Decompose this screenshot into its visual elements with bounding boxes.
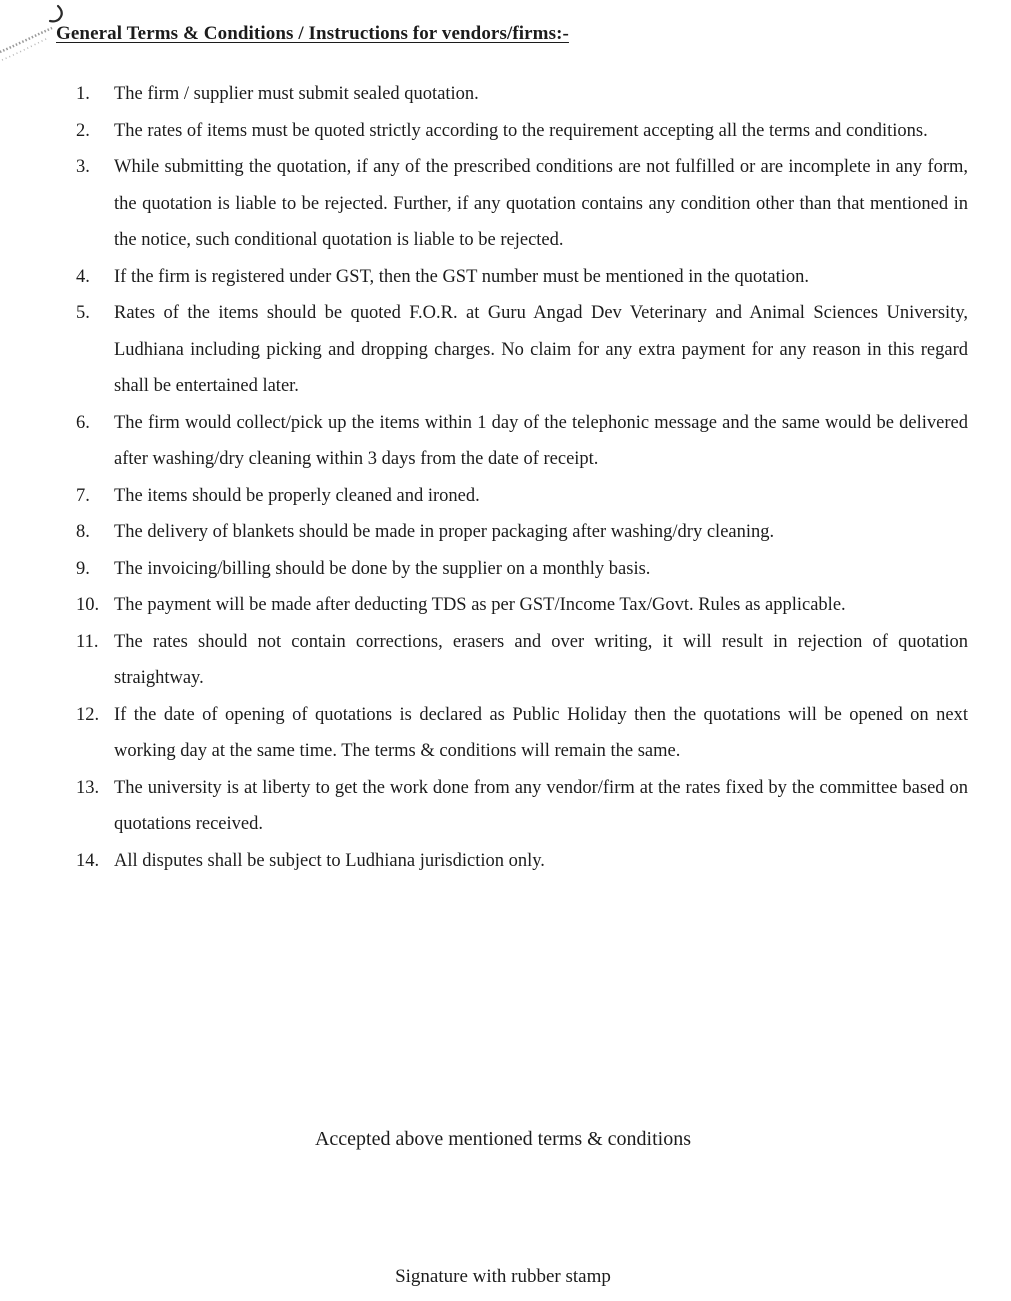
terms-list [76,76,968,879]
term-item [76,259,968,296]
term-text: Rates of the items should be quoted F.O.R. at Guru Angad Dev Veterinary and Animal Sciences University, Ludhiana including picking and dropping charges. No claim for any extra payment for any reason in this regard shall be entertained later. [114,303,968,396]
term-number: 3. [76,157,90,177]
term-number: 14. [76,850,100,871]
term-text: The delivery of blankets should be made in proper packaging after washing/dry cleaning. [114,522,775,542]
term-item [76,624,968,697]
term-text: The rates should not contain corrections, erasers and over writing, it will result in rejection of quotation straightway. [114,631,968,688]
term-number: 7. [76,485,90,506]
term-number: 5. [76,303,90,323]
term-text: The payment will be made after deducting TDS as per GST/Income Tax/Govt. Rules as applicable. [114,595,846,615]
term-item [76,76,968,113]
term-item [76,514,968,551]
term-text: The rates of items must be quoted strictly according to the requirement accepting all the terms and conditions. [114,120,928,141]
term-text: The firm would collect/pick up the items within 1 day of the telephonic message and the same would be delivered after washing/dry cleaning within 3 days from the date of receipt. [114,412,968,469]
term-item [76,405,968,478]
term-number: 4. [76,266,90,287]
term-number: 2. [76,120,90,141]
term-text: If the firm is registered under GST, then the GST number must be mentioned in the quotation. [114,266,809,287]
term-number: 10. [76,595,100,615]
term-text: The items should be properly cleaned and ironed. [114,485,480,506]
term-item [76,295,968,405]
term-text: If the date of opening of quotations is declared as Public Holiday then the quotations will be opened on next working day at the same time. The terms & conditions will remain the same. [114,704,968,761]
term-item [76,478,968,515]
term-number: 13. [76,777,100,798]
term-item [76,551,968,588]
term-text: The firm / supplier must submit sealed quotation. [114,84,479,104]
term-number: 9. [76,558,90,579]
term-item [76,770,968,843]
signature-label: Signature with rubber stamp [395,1266,611,1287]
term-number: 12. [76,704,100,725]
term-number: 11. [76,631,99,652]
term-item [76,697,968,770]
acceptance-statement: Accepted above mentioned terms & conditions [314,1128,691,1150]
term-text: All disputes shall be subject to Ludhiana jurisdiction only. [114,850,545,871]
term-item [76,587,968,624]
term-item [76,113,968,150]
term-item [76,149,968,259]
term-text: The university is at liberty to get the work done from any vendor/firm at the rates fixed by the committee based on quotations received. [114,777,968,834]
term-number: 8. [76,522,90,542]
term-number: 1. [76,84,90,104]
term-item [76,843,968,880]
document-heading: General Terms & Conditions / Instructions for vendors/firms:- [56,23,569,44]
term-text: The invoicing/billing should be done by the supplier on a monthly basis. [114,558,651,579]
term-number: 6. [76,412,90,433]
term-text: While submitting the quotation, if any of the prescribed conditions are not fulfilled or are incomplete in any form, the quotation is liable to be rejected. Further, if any quotation contains any condition other than that mentioned in the notice, such conditional quotation is liable to be rejected. [114,157,968,250]
